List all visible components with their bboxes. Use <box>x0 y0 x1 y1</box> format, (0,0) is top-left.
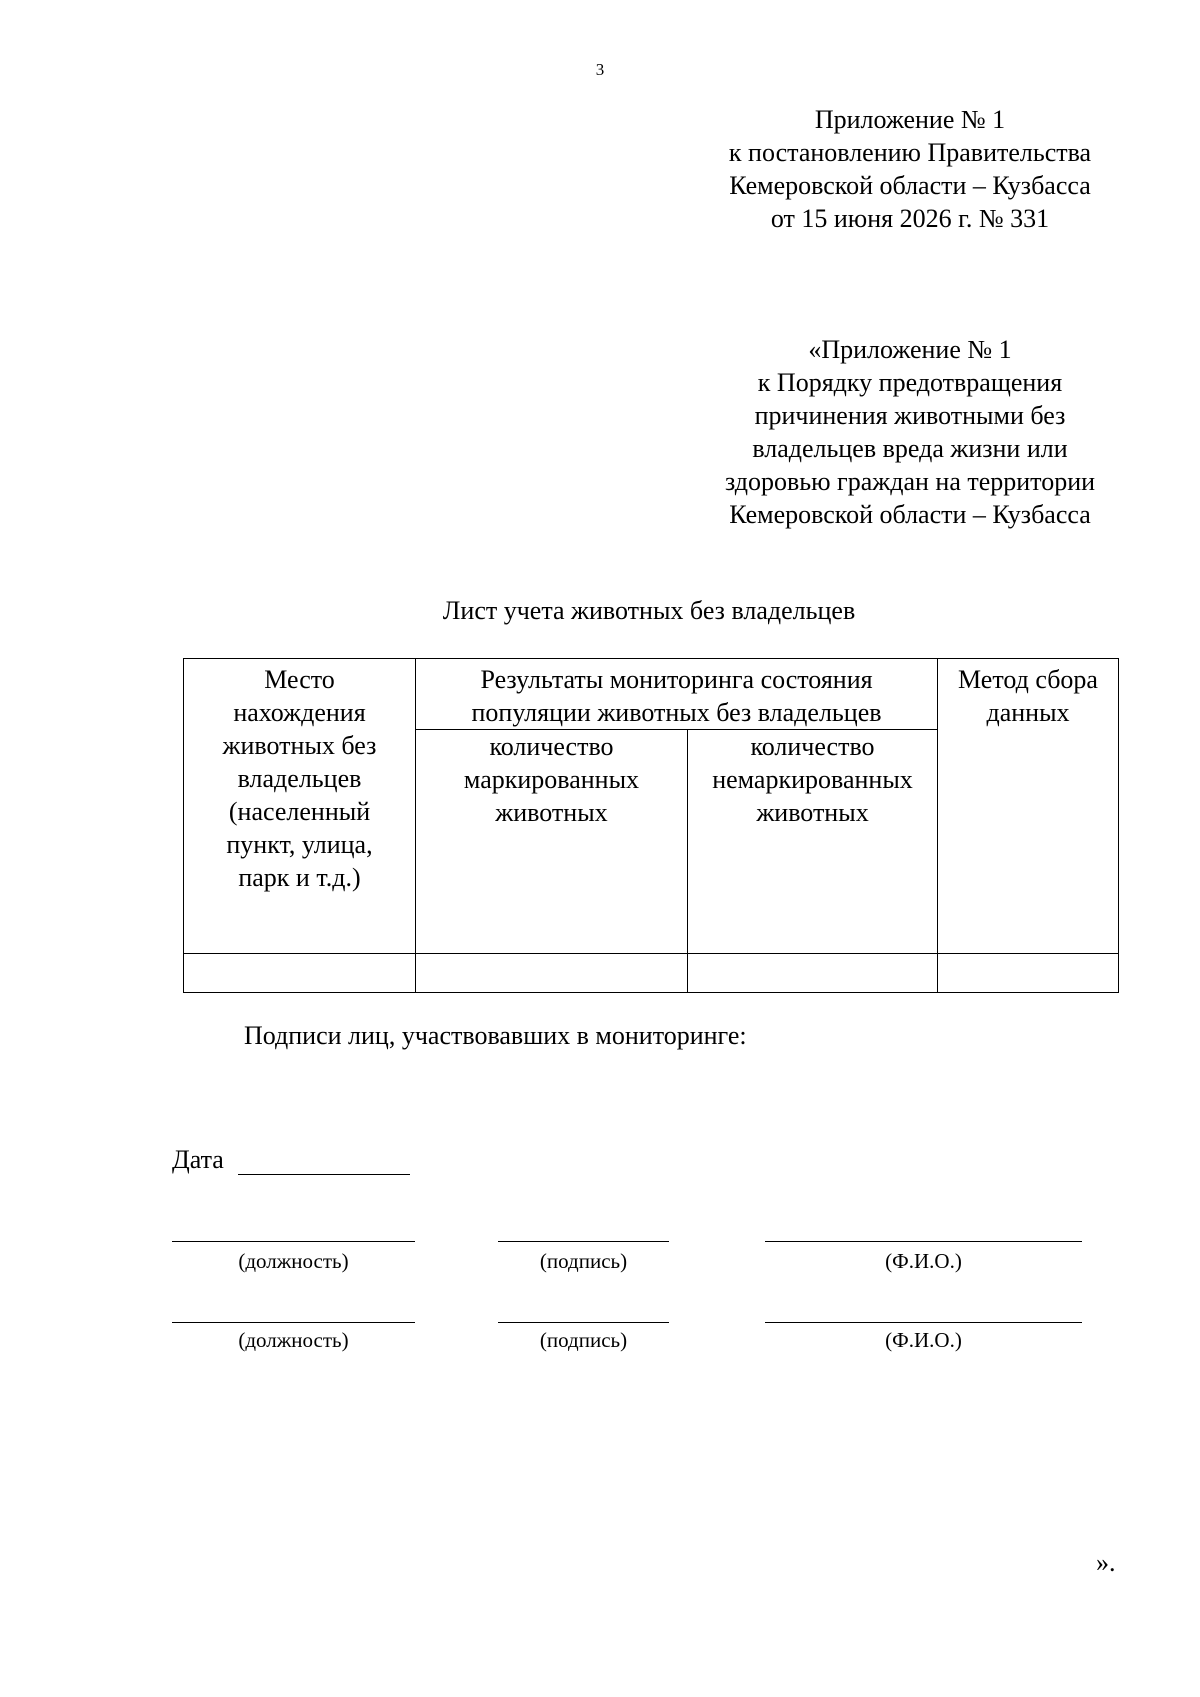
empty-cell-location <box>184 954 416 993</box>
signature-fill-line <box>498 1241 669 1242</box>
date-label: Дата <box>172 1145 224 1174</box>
header-unmarked-count <box>688 730 938 954</box>
name-fill-line <box>765 1241 1082 1242</box>
header-location-line: пункт, улица, <box>226 830 373 859</box>
signature-caption: (подпись) <box>539 1249 628 1273</box>
page-number: 3 <box>595 60 605 79</box>
header-location-line: владельцев <box>237 764 362 793</box>
header-method-line: данных <box>986 698 1070 727</box>
date-fill-line <box>238 1174 410 1175</box>
header-marked-count <box>416 730 688 954</box>
header-results-line: Результаты мониторинга состояния <box>480 665 873 694</box>
empty-cell-marked <box>416 954 688 993</box>
appendix-sub-line: «Приложение № 1 <box>808 335 1012 364</box>
header-location-line: парк и т.д.) <box>238 863 361 892</box>
appendix-sub-line: причинения животными без <box>754 401 1066 430</box>
header-marked-line: животных <box>495 798 608 827</box>
empty-cell-method <box>938 954 1119 993</box>
header-location-line: Место <box>264 665 335 694</box>
appendix-header <box>705 103 1115 235</box>
header-unmarked-line: животных <box>756 798 869 827</box>
header-unmarked-line: количество <box>750 732 875 761</box>
position-caption: (должность) <box>238 1249 349 1273</box>
empty-cell-unmarked <box>688 954 938 993</box>
name-caption: (Ф.И.О.) <box>885 1249 962 1273</box>
name-fill-line <box>765 1322 1082 1323</box>
header-marked-line: маркированных <box>463 765 640 794</box>
header-monitoring-results <box>416 659 938 730</box>
appendix-sub-line: здоровью граждан на территории <box>724 467 1096 496</box>
header-method-line: Метод сбора <box>958 665 1098 694</box>
signatures-intro: Подписи лиц, участвовавших в мониторинге: <box>244 1021 747 1050</box>
table-row <box>184 954 1119 993</box>
header-location-line: (населенный <box>228 797 371 826</box>
position-fill-line <box>172 1322 415 1323</box>
closing-quote-mark: ». <box>1096 1548 1116 1577</box>
signature-fill-line <box>498 1322 669 1323</box>
header-location-line: животных без <box>222 731 377 760</box>
appendix-header-line: от 15 июня 2026 г. № 331 <box>770 204 1050 233</box>
header-collection-method <box>938 659 1119 954</box>
header-marked-line: количество <box>489 732 614 761</box>
appendix-sub-line: Кемеровской области – Кузбасса <box>729 500 1091 529</box>
appendix-sub-line: владельцев вреда жизни или <box>752 434 1068 463</box>
header-location <box>184 659 416 954</box>
document-title: Лист учета животных без владельцев <box>442 596 856 625</box>
header-unmarked-line: немаркированных <box>712 765 913 794</box>
header-location-line: нахождения <box>233 698 366 727</box>
header-results-line: популяции животных без владельцев <box>471 698 882 727</box>
position-fill-line <box>172 1241 415 1242</box>
appendix-header-line: Кемеровской области – Кузбасса <box>729 171 1091 200</box>
position-caption: (должность) <box>238 1328 349 1352</box>
appendix-sub-header <box>705 333 1115 531</box>
name-caption: (Ф.И.О.) <box>885 1328 962 1352</box>
signature-caption: (подпись) <box>539 1328 628 1352</box>
appendix-header-line: к постановлению Правительства <box>728 138 1092 167</box>
animal-registry-table <box>183 658 1119 993</box>
appendix-sub-line: к Порядку предотвращения <box>757 368 1063 397</box>
appendix-header-line: Приложение № 1 <box>814 105 1006 134</box>
